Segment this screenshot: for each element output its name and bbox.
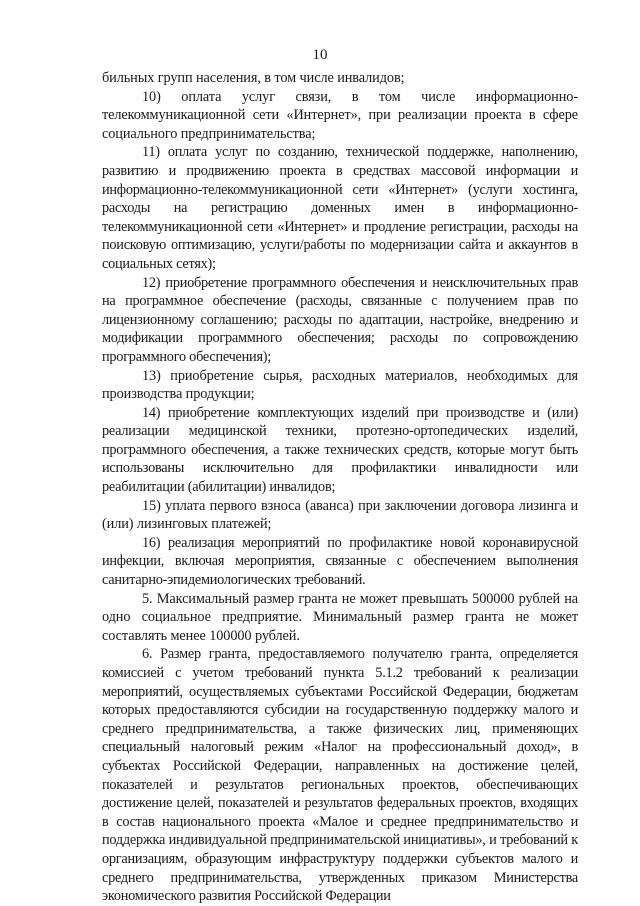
paragraph-continuation: бильных групп населения, в том числе инвалидов; — [102, 70, 405, 86]
list-item-15: 15) уплата первого взноса (аванса) при заключении договора лизинга и (или) лизинговых платежей; — [102, 497, 578, 533]
paragraph-point-6: 6. Размер гранта, предоставляемого получателю гранта, определяется комиссией с учетом требований пункта 5.1.2 требований к реализации мероприятий, осуществляемых субъектами Российской Федерации, бюджетам которых предоставляются субсидии на государственную поддержку малого и среднего предпринимательства, а также физических лиц, применяющих специальный налоговый режим «Налог на профессиональный доход», в субъектах Российской Федерации, направленных на достижение целей, показателей и результатов региональных проектов, обеспечивающих достижение целей, показателей и результатов федеральных проектов, входящих в состав национального проекта «Малое и среднее предпринимательство и поддержка индивидуальной предпринимательской инициативы», и требований к организациям, образующим инфраструктуру поддержки субъектов малого и среднего предпринимательства, утвержденных приказом Министерства экономического развития Российской Федерации — [102, 646, 578, 905]
paragraph-point-5: 5. Максимальный размер гранта не может превышать 500000 рублей на одно социальное предприятие. Минимальный размер гранта не может составлять менее 100000 рублей. — [102, 590, 578, 644]
list-item-13: 13) приобретение сырья, расходных материалов, необходимых для производства продукции; — [102, 367, 578, 403]
document-body — [102, 69, 578, 906]
page-number: 10 — [312, 47, 328, 63]
list-item-11: 11) оплата услуг по созданию, технической поддержке, наполнению, развитию и продвижению проекта в средствах массовой информации и информационно-телекоммуникационной сети «Интернет» (услуги хостинга, расходы на регистрацию доменных имен в информационно-телекоммуникационной сети «Интернет» и продление регистрации, расходы на поисковую оптимизацию, услуги/работы по модернизации сайта и аккаунтов в социальных сетях); — [102, 144, 578, 272]
list-item-14: 14) приобретение комплектующих изделий при производстве и (или) реализации медицинской техники, протезно-ортопедических изделий, программного обеспечения, а также технических средств, которые могут быть использованы исключительно для профилактики инвалидности или реабилитации (абилитации) инвалидов; — [102, 404, 578, 496]
list-item-12: 12) приобретение программного обеспечения и неисключительных прав на программное обеспечение (расходы, связанные с получением прав по лицензионному соглашению; расходы по адаптации, настройке, внедрению и модификации программного обеспечения; расходы по сопровождению программного обеспечения); — [102, 274, 578, 365]
list-item-16: 16) реализация мероприятий по профилактике новой коронавирусной инфекции, включая мероприятия, связанные с обеспечением выполнения санитарно-эпидемиологических требований. — [102, 534, 578, 589]
list-item-10: 10) оплата услуг связи, в том числе информационно-телекоммуникационной сети «Интернет», при реализации проекта в сфере социального предпринимательства; — [102, 88, 578, 142]
